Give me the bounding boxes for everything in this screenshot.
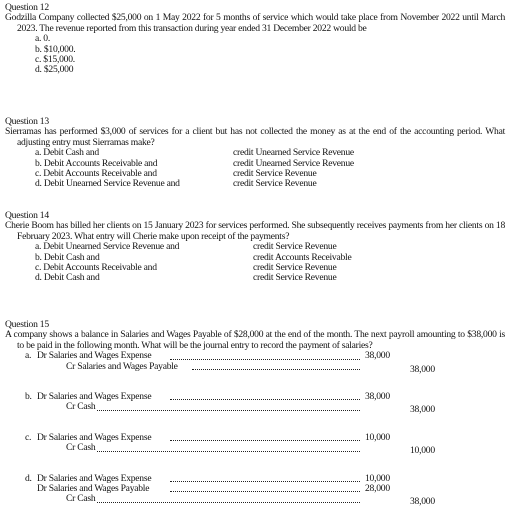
option-c[interactable]: c. $15,000. (35, 54, 75, 65)
journal-line-debit: c. Dr Salaries and Wages Expense 10,000 (25, 431, 390, 443)
question-15 (5, 319, 505, 508)
question-stem: Cherie Boom has billed her clients on 15 January 2023 for services performed. She subsequently receives payments from her clients on 18 February 2023. What entry will Cherie make upon receipt of the payments? (5, 220, 505, 242)
option-d[interactable]: d. Debit Cash and credit Service Revenue (35, 272, 337, 284)
option-b[interactable]: b. $10,000. (35, 43, 76, 55)
question-title: Question 13 (5, 116, 49, 127)
question-14 (5, 211, 505, 284)
option-c[interactable]: c. Debit Accounts Receivable and credit Service Revenue (35, 168, 317, 179)
dotted-leader (170, 490, 360, 492)
journal-line-debit: Dr Salaries and Wages Payable 28,000 (37, 482, 390, 494)
option-a[interactable]: a. Debit Unearned Service Revenue and credit Service Revenue (35, 241, 337, 253)
journal-line-debit: b. Dr Salaries and Wages Expense 38,000 (25, 391, 390, 402)
options-list (35, 148, 505, 190)
journal-line-debit: a. Dr Salaries and Wages Expense 38,000 (25, 350, 390, 362)
option-b[interactable]: b. Debit Accounts Receivable and credit Unearned Service Revenue (35, 157, 354, 169)
question-stem: Sierramas has performed $3,000 of services for a client but has not collected the money as at the end of the accounting period. What adjusting entry must Sierramas make? (5, 126, 505, 148)
question-stem: A company shows a balance in Salaries and Wages Payable of $28,000 at the end of the month. The next payroll amounting to $38,000 is to be paid in the following month. What will be the journal entry to record the payment of salaries? (5, 329, 505, 351)
options-list (35, 242, 505, 284)
dotted-leader (170, 398, 360, 400)
dotted-leader (97, 409, 360, 411)
question-stem: Godzilla Company collected $25,000 on 1 May 2022 for 5 months of service which would take place from November 2022 until March 2023. The revenue reported from this transaction during year ended 31 December 2022 would be (5, 12, 505, 34)
question-12 (5, 3, 505, 76)
journal-line-credit: Cr Cash 10,000 (66, 442, 435, 457)
dotted-leader (192, 368, 360, 370)
dotted-leader (170, 439, 360, 441)
option-c[interactable] (5, 431, 505, 457)
question-13 (5, 117, 505, 190)
options-list (35, 34, 505, 76)
option-d[interactable]: d. Debit Unearned Service Revenue and credit Service Revenue (35, 178, 317, 190)
journal-line-credit: Cr Cash 38,000 (66, 493, 435, 508)
option-a[interactable]: a. 0. (35, 33, 51, 45)
question-title: Question 14 (5, 210, 49, 221)
option-c[interactable]: c. Debit Accounts Receivable and credit Service Revenue (35, 262, 337, 273)
option-d[interactable] (5, 472, 505, 508)
journal-line-credit: Cr Salaries and Wages Payable 38,000 (66, 360, 435, 375)
dotted-leader (97, 501, 360, 503)
option-a[interactable] (5, 350, 505, 375)
question-title: Question 12 (5, 2, 49, 13)
question-title: Question 15 (5, 319, 49, 330)
journal-line-debit: d. Dr Salaries and Wages Expense 10,000 (25, 472, 390, 484)
option-d[interactable]: d. $25,000 (35, 64, 74, 76)
option-b[interactable] (5, 391, 505, 416)
dotted-leader (170, 358, 360, 360)
dotted-leader (170, 480, 360, 482)
option-b[interactable]: b. Debit Cash and credit Accounts Receivable (35, 251, 352, 263)
dotted-leader (97, 450, 360, 452)
journal-line-credit: Cr Cash 38,000 (66, 401, 435, 416)
option-a[interactable]: a. Debit Cash and credit Unearned Service Revenue (35, 147, 354, 159)
